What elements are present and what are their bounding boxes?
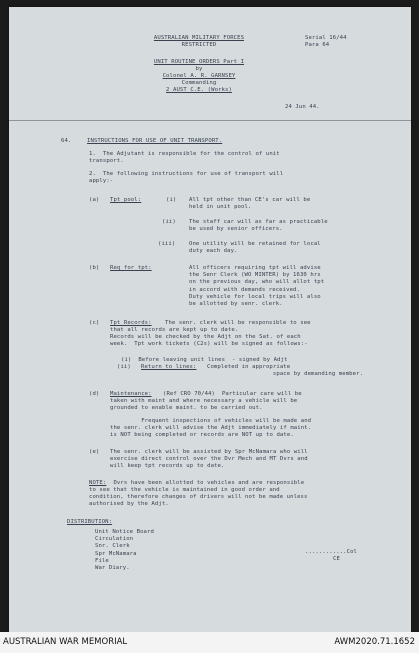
note-text2: to see that the vehicle is maintained in good order and condition, therefore changes of drivers will not be made unless authorised by the Adjt. [89,487,308,508]
item-c-text2: that all records are kept up to date. Records will be checked by the Adjt on the Sat. of each week. Tpt work tickets (C2s) will be signed as follows:- [110,327,308,348]
item-c-text1: The senr. clerk will be responsible to see [165,320,311,326]
distribution-label: DISTRIBUTION: [67,519,113,525]
item-a-ii-text: The staff car will as far as practicable be used by senior officers. [189,219,328,233]
item-b-title: Req for tpt: [110,265,152,271]
item-d-text3: Frequent inspections of vehicles will be made and the senr. clerk will advise the Adjt immediately if maint. is NOT being completed or records are NOT up to date. [110,418,312,439]
item-a-title: Tpt pool: [110,197,142,203]
note-label: NOTE: [89,480,107,486]
item-d-text1: (Ref CRO 70/44) Particular care will be [163,391,302,397]
item-a-iii-num: (iii) [158,241,176,247]
para-1: 1. The Adjutant is responsible for the control of unit transport. [89,151,280,165]
para-title: INSTRUCTIONS FOR USE OF UNIT TRANSPORT. [87,138,223,144]
item-c-label: (c) [89,320,100,326]
orders-title: UNIT ROUTINE ORDERS Part I [153,59,245,65]
item-b-text: All officers requiring tpt will advise the Senr Clerk (WO MINTER) by 1630 hrs on the previous day, who will allot tpt in accord with demands received. Duty vehicle for local trips will also be allotted by senr. clerk. [189,265,325,308]
orders-by: by [195,66,203,72]
para-2: 2. The following instructions for use of transport will apply:- [89,171,284,185]
para-number: Para 64 [305,42,330,48]
note-text1: Dvrs have been allotted to vehicles and are responsible [110,480,305,486]
signature-ce: CE [333,556,340,562]
para-number-64: 64. [61,138,72,144]
item-a-ii-num: (ii) [162,219,176,225]
item-c-i: (i) Before leaving unit lines - signed by Adjt [121,357,288,363]
item-c-title: Tpt Records: [110,320,152,326]
header-rule [9,120,411,121]
item-e-label: (e) [89,449,100,455]
item-b-label: (b) [89,265,100,271]
header-restricted: RESTRICTED [181,42,217,48]
item-a-iii-text: One utility will be retained for local duty each day. [189,241,321,255]
unit-name: 2 AUST C.E. (Works) [166,87,232,93]
order-date: 24 Jun 44. [285,104,320,110]
serial-number: Serial 16/44 [305,35,347,41]
signature-line: ............Col [305,549,358,555]
item-d-label: (d) [89,391,100,397]
item-c-ii-text: Completed in appropriate space by demanding member. [207,364,364,378]
item-d-text2: taken with maint and where necessary a vehicle will be grounded to enable maint. to be carried out. [110,398,298,412]
item-a-i-num: (i) [166,197,177,203]
header-line1: AUSTRALIAN MILITARY FORCES [153,35,245,41]
item-c-ii-title: Return to lines: [141,364,197,370]
distribution-list: Unit Notice Board Circulation Snr. Clerk Spr McNamara File War Diary. [95,529,154,572]
item-e-text: The senr. clerk will be assisted by Spr McNamara who will exercise direct control over the Dvr Mech and MT Dvrs and will keep tpt records up to date. [110,449,308,470]
item-d-title: Maintenance: [110,391,152,397]
document-page [9,7,411,632]
item-a-label: (a) [89,197,100,203]
footer-bar [0,632,419,653]
officer-name: Colonel A. R. GARNSEY [162,73,236,79]
item-a-i-text: All tpt other than CE's car will be held in unit pool. [189,197,311,211]
footer-institution: AUSTRALIAN WAR MEMORIAL [3,637,128,647]
item-c-ii-num: (ii) [117,364,131,370]
commanding-label: Commanding [181,80,217,86]
footer-catalogue-id: AWM2020.71.1652 [334,637,415,647]
